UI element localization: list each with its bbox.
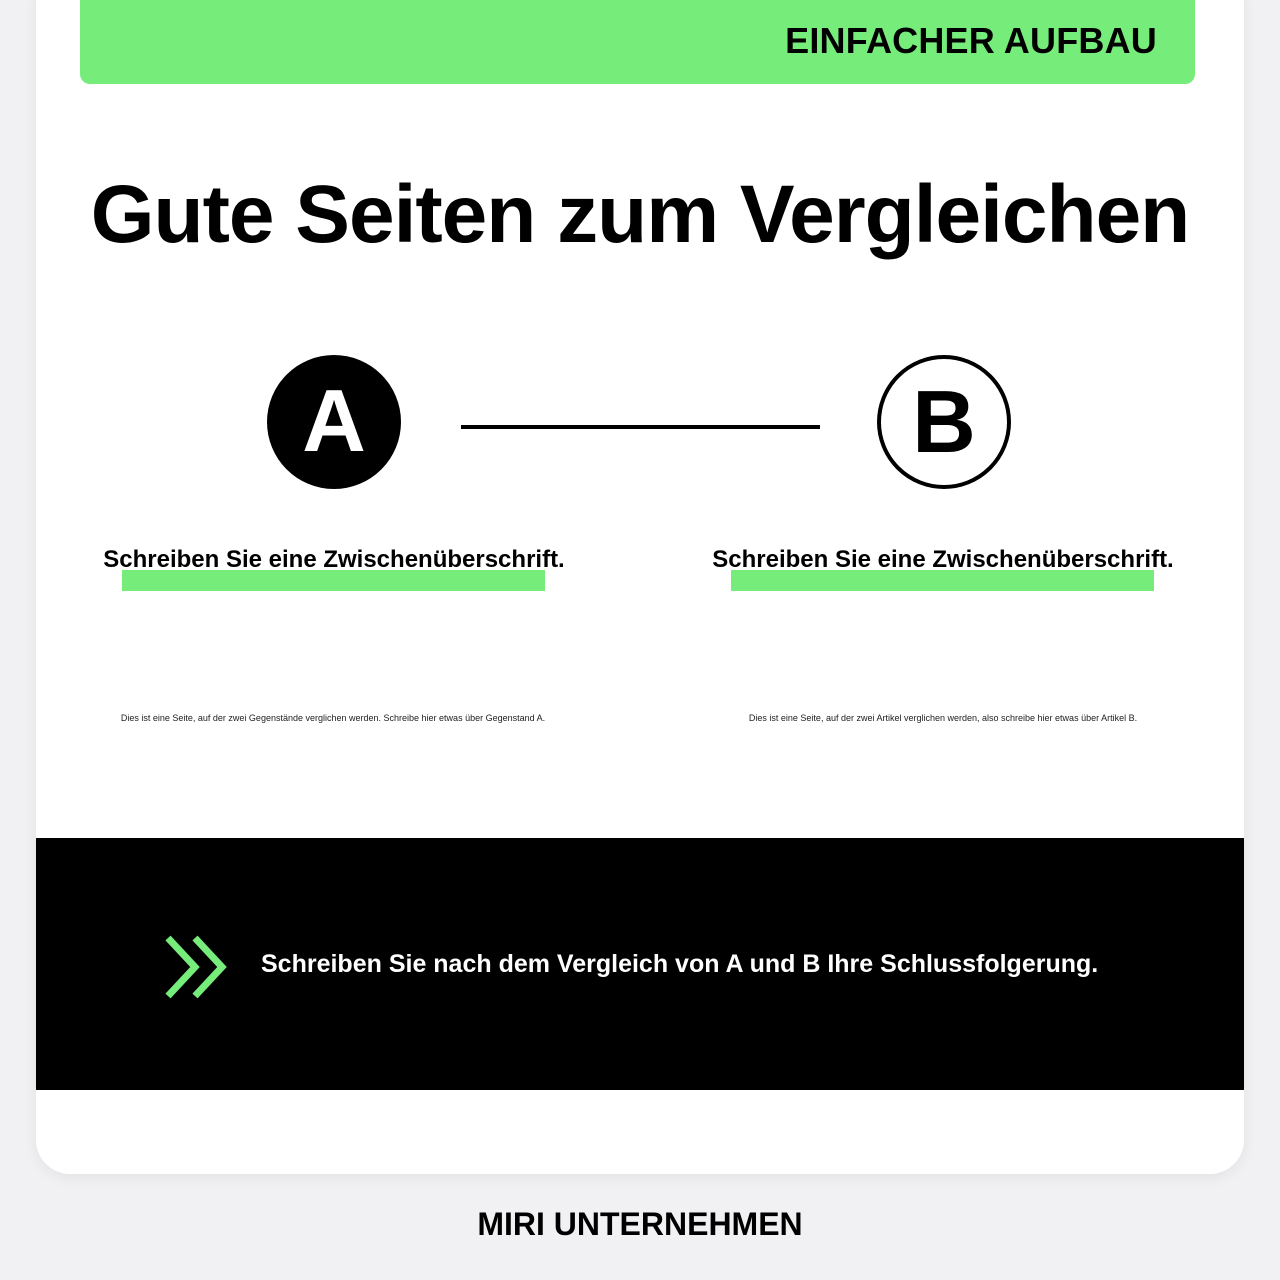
subheading-a-text: Schreiben Sie eine Zwischenüberschrift. <box>103 546 565 573</box>
subheading-b-text: Schreiben Sie eine Zwischenüberschrift. <box>712 546 1174 573</box>
conclusion-box <box>36 838 1244 1090</box>
header-banner <box>80 0 1195 84</box>
badge-b: B <box>877 355 1011 489</box>
subheading-b <box>663 546 1223 574</box>
conclusion-text: Schreiben Sie nach dem Vergleich von A und B Ihre Schlussfolgerung. <box>261 950 1099 978</box>
double-chevron-right-icon <box>164 934 232 1005</box>
badge-a: A <box>267 355 401 489</box>
page-title: Gute Seiten zum Vergleichen <box>90 169 1190 260</box>
brand-name: MIRI UNTERNEHMEN <box>477 1206 803 1242</box>
description-a: Dies ist eine Seite, auf der zwei Gegenstände verglichen werden. Schreibe hier etwas über Gegenstand A. <box>120 713 546 723</box>
connector-line <box>461 425 820 429</box>
subheading-a <box>54 546 614 574</box>
banner-label: EINFACHER AUFBAU <box>785 20 1157 61</box>
description-b: Dies ist eine Seite, auf der zwei Artikel verglichen werden, also schreibe hier etwas über Artikel B. <box>748 713 1138 723</box>
